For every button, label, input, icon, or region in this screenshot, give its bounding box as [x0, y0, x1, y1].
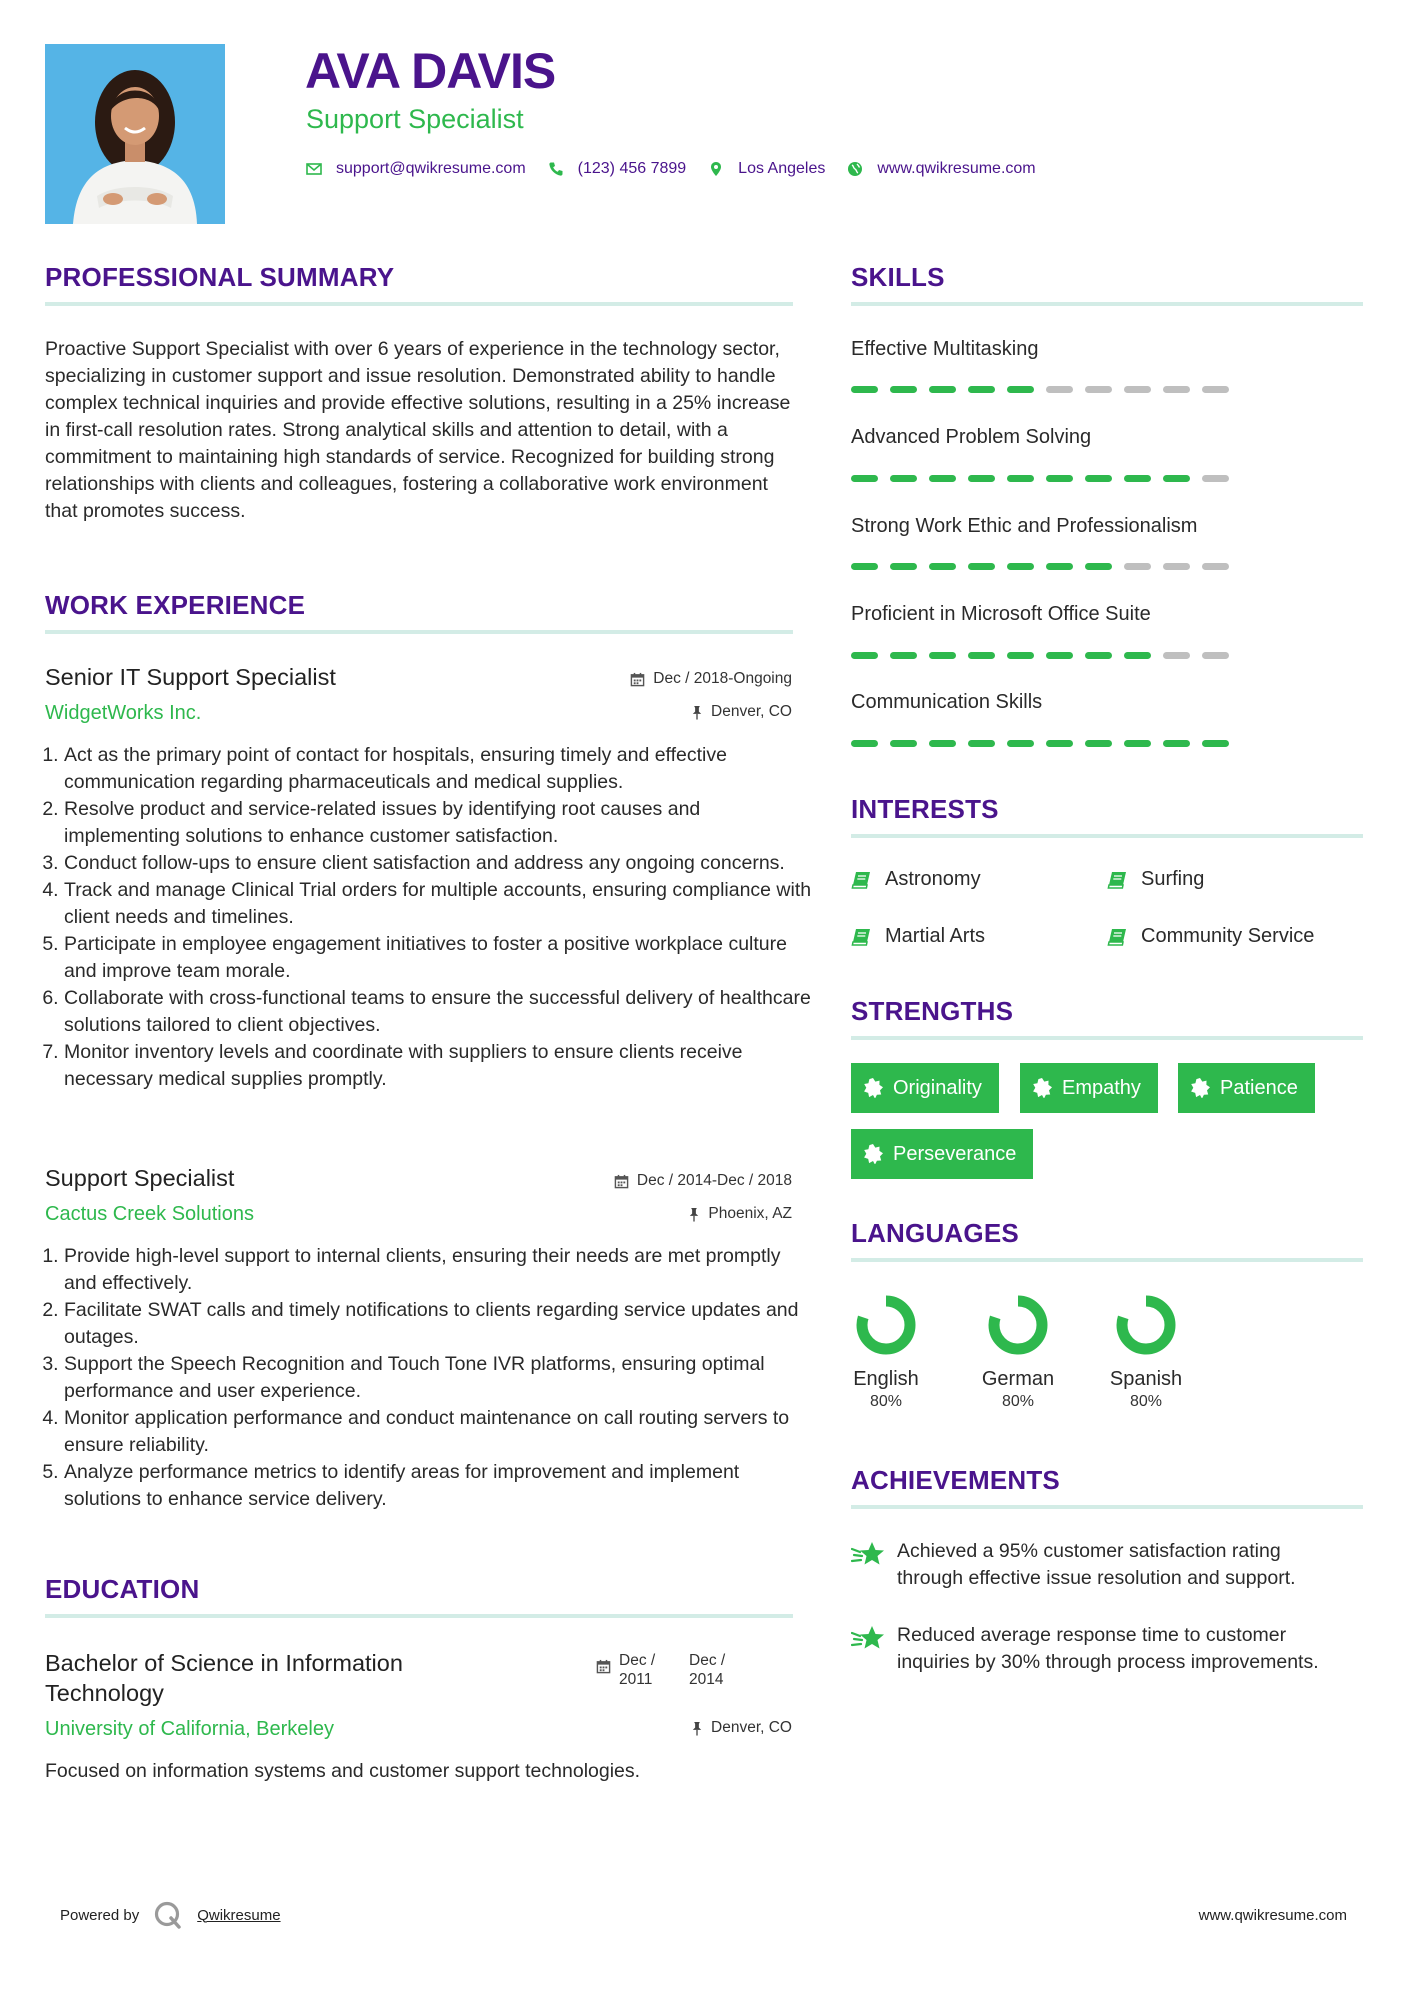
achievement-line: inquiries by 30% through process improvements. — [897, 1651, 1319, 1673]
skill-dot — [851, 652, 878, 659]
footer-website[interactable]: www.qwikresume.com — [1198, 1907, 1347, 1924]
list-item: 6. Collaborate with cross-functional teams to ensure the successful delivery of healthcare solutions tailored to client objectives. — [64, 985, 812, 1039]
education-start-year: 2011 — [619, 1671, 653, 1688]
education-location — [691, 1719, 792, 1737]
skill-dot — [1202, 386, 1229, 393]
skill-rating — [851, 652, 1241, 659]
skill-name: Strong Work Ethic and Professionalism — [851, 515, 1198, 537]
skill-rating — [851, 740, 1241, 747]
contact-phone[interactable]: (123) 456 7899 — [577, 160, 687, 177]
skill-dot — [1124, 652, 1151, 659]
interest-item — [851, 868, 981, 891]
strength-label: Perseverance — [893, 1142, 1017, 1165]
degree-title-line: Technology — [45, 1680, 164, 1706]
language-item — [841, 1293, 931, 1411]
skill-dot — [968, 475, 995, 482]
footer-powered-by — [60, 1900, 281, 1930]
skill-dot — [1163, 740, 1190, 747]
skill-dot — [968, 563, 995, 570]
job-date-text: Dec / 2018-Ongoing — [653, 670, 792, 687]
skill-dot — [1085, 386, 1112, 393]
language-level: 80% — [1001, 1393, 1035, 1410]
list-item: 3. Conduct follow-ups to ensure client satisfaction and address any ongoing concerns. — [64, 850, 812, 877]
book-icon — [851, 871, 871, 889]
book-icon — [1107, 871, 1127, 889]
list-item: 4. Track and manage Clinical Trial orders for multiple accounts, ensuring compliance with client needs and timelines. — [64, 877, 812, 931]
phone-icon — [548, 161, 564, 177]
achievement-text — [897, 1622, 1319, 1676]
list-item: 5. Participate in employee engagement initiatives to foster a positive workplace culture and improve team morale. — [64, 931, 812, 985]
pushpin-icon — [691, 1721, 703, 1736]
skill-dot — [1124, 740, 1151, 747]
book-icon — [851, 928, 871, 946]
job-title: Support Specialist — [45, 1165, 235, 1191]
job-responsibilities — [45, 742, 812, 1093]
achievement-line: Reduced average response time to customer — [897, 1624, 1287, 1646]
skill-rating — [851, 563, 1241, 570]
calendar-icon — [614, 1174, 629, 1189]
language-name: Spanish — [1109, 1368, 1183, 1390]
experience-divider — [45, 630, 793, 634]
skill-dot — [929, 652, 956, 659]
skill-dot — [1046, 740, 1073, 747]
list-item: 2. Facilitate SWAT calls and timely notifications to clients regarding service updates and outages. — [64, 1297, 812, 1351]
contact-location: Los Angeles — [738, 160, 826, 177]
book-icon — [1107, 928, 1127, 946]
skill-dot — [1046, 475, 1073, 482]
language-progress-ring — [1114, 1293, 1178, 1357]
skill-dot — [1046, 563, 1073, 570]
skill-dot — [1085, 563, 1112, 570]
education-dates — [596, 1651, 725, 1689]
skill-dot — [1007, 652, 1034, 659]
skill-dot — [929, 475, 956, 482]
skill-dot — [1124, 386, 1151, 393]
company-name: Cactus Creek Solutions — [45, 1203, 254, 1225]
summary-text: Proactive Support Specialist with over 6 years of experience in the technology sector, specializing in customer support and issue resolution. Demonstrated ability to handle complex technical inquiries and provide effective solutions, resulting in a 25% increase in first-call resolution rates. Strong analytical skills and attention to detail, with a commitment to maintaining high standards of service. Recognized for building strong relationships with clients and colleagues, fostering a collaborative work environment that promotes success. — [45, 338, 791, 522]
interests-heading: INTERESTS — [851, 794, 999, 824]
skill-dot — [851, 475, 878, 482]
job-title: Senior IT Support Specialist — [45, 664, 336, 690]
skill-dot — [1007, 563, 1034, 570]
job-location-text: Phoenix, AZ — [708, 1205, 792, 1222]
strength-chip — [851, 1063, 999, 1113]
job-date-text: Dec / 2014-Dec / 2018 — [636, 1172, 792, 1189]
map-pin-icon — [708, 161, 724, 177]
strength-label: Empathy — [1062, 1076, 1141, 1099]
languages-divider — [851, 1258, 1363, 1262]
skill-dot — [929, 386, 956, 393]
candidate-title: Support Specialist — [306, 104, 524, 134]
summary-heading: PROFESSIONAL SUMMARY — [45, 262, 395, 292]
language-name: English — [853, 1368, 919, 1390]
skill-dot — [1007, 475, 1034, 482]
list-item: 2. Resolve product and service-related issues by identifying root causes and implementing solutions to enhance customer satisfaction. — [64, 796, 812, 850]
skill-dot — [890, 386, 917, 393]
education-divider — [45, 1614, 793, 1618]
badge-icon — [863, 1144, 883, 1164]
skill-dot — [890, 740, 917, 747]
skill-dot — [929, 740, 956, 747]
skill-dot — [851, 563, 878, 570]
achievement-text — [897, 1538, 1296, 1592]
skill-dot — [968, 386, 995, 393]
list-item: 5. Analyze performance metrics to identify areas for improvement and implement solutions to enhance service delivery. — [64, 1459, 812, 1513]
skill-rating — [851, 475, 1241, 482]
skills-divider — [851, 302, 1363, 306]
language-progress-ring — [986, 1293, 1050, 1357]
skills-heading: SKILLS — [851, 262, 945, 292]
experience-heading: WORK EXPERIENCE — [45, 590, 306, 620]
skill-dot — [1163, 652, 1190, 659]
contact-bar — [306, 158, 1058, 180]
education-end-year: 2014 — [689, 1671, 724, 1688]
profile-photo-illustration — [45, 44, 225, 224]
language-name: German — [981, 1368, 1055, 1390]
skill-dot — [1124, 563, 1151, 570]
achievements-divider — [851, 1505, 1363, 1509]
strength-chip — [1178, 1063, 1315, 1113]
language-item — [1101, 1293, 1191, 1411]
job-location — [691, 703, 792, 721]
skill-dot — [1163, 386, 1190, 393]
job-responsibilities — [45, 1243, 812, 1513]
achievements-heading: ACHIEVEMENTS — [851, 1465, 1060, 1495]
skill-dot — [1085, 652, 1112, 659]
education-end — [689, 1651, 725, 1689]
interests-divider — [851, 834, 1363, 838]
contact-email[interactable]: support@qwikresume.com — [336, 160, 526, 177]
list-item: 1. Act as the primary point of contact for hospitals, ensuring timely and effective communication regarding pharmaceuticals and medical supplies. — [64, 742, 812, 796]
education-end-month: Dec / — [689, 1652, 726, 1669]
list-item: 3. Support the Speech Recognition and Touch Tone IVR platforms, ensuring optimal performance and user experience. — [64, 1351, 812, 1405]
degree-title — [45, 1648, 565, 1708]
badge-icon — [863, 1078, 883, 1098]
shooting-star-icon — [851, 1540, 885, 1568]
skill-dot — [1124, 475, 1151, 482]
interest-item — [1107, 868, 1204, 891]
skill-dot — [1085, 475, 1112, 482]
skill-dot — [1046, 386, 1073, 393]
interest-label: Astronomy — [885, 868, 981, 890]
globe-icon — [847, 161, 863, 177]
job-date — [630, 670, 792, 688]
education-start-month: Dec / — [619, 1652, 656, 1669]
pushpin-icon — [691, 705, 703, 720]
school-name: University of California, Berkeley — [45, 1718, 334, 1740]
skill-name: Proficient in Microsoft Office Suite — [851, 603, 1151, 625]
language-item — [973, 1293, 1063, 1411]
languages-heading: LANGUAGES — [851, 1218, 1019, 1248]
skill-rating — [851, 386, 1241, 393]
list-item: 1. Provide high-level support to internal clients, ensuring their needs are met promptly and effectively. — [64, 1243, 812, 1297]
skill-dot — [1202, 740, 1229, 747]
strength-label: Originality — [893, 1076, 982, 1099]
skill-dot — [1202, 652, 1229, 659]
skill-dot — [1085, 740, 1112, 747]
badge-icon — [1190, 1078, 1210, 1098]
profile-photo — [45, 44, 225, 224]
education-heading: EDUCATION — [45, 1574, 200, 1604]
strength-chip — [851, 1129, 1033, 1179]
job-date — [614, 1172, 792, 1190]
interest-item — [851, 925, 985, 948]
achievement-line: through effective issue resolution and support. — [897, 1567, 1296, 1589]
job-location-text: Denver, CO — [711, 703, 792, 720]
skill-dot — [890, 475, 917, 482]
skill-dot — [929, 563, 956, 570]
envelope-icon — [306, 161, 322, 177]
calendar-icon — [630, 672, 645, 687]
strength-chip — [1020, 1063, 1158, 1113]
skill-dot — [1007, 740, 1034, 747]
skill-dot — [1202, 563, 1229, 570]
summary-divider — [45, 302, 793, 306]
achievement-line: Achieved a 95% customer satisfaction rating — [897, 1540, 1281, 1562]
skill-dot — [1163, 563, 1190, 570]
badge-icon — [1032, 1078, 1052, 1098]
job-location — [688, 1205, 792, 1223]
skill-dot — [890, 563, 917, 570]
skill-dot — [1163, 475, 1190, 482]
strengths-heading: STRENGTHS — [851, 996, 1014, 1026]
powered-by-label: Powered by — [60, 1906, 140, 1924]
strengths-divider — [851, 1036, 1363, 1040]
skill-name: Communication Skills — [851, 691, 1043, 713]
skill-name: Effective Multitasking — [851, 338, 1039, 360]
skill-dot — [968, 652, 995, 659]
skill-dot — [968, 740, 995, 747]
list-item: 4. Monitor application performance and conduct maintenance on call routing servers to ensure reliability. — [64, 1405, 812, 1459]
contact-website[interactable]: www.qwikresume.com — [877, 160, 1036, 177]
language-level: 80% — [869, 1393, 903, 1410]
interest-label: Martial Arts — [885, 925, 986, 947]
degree-title-line: Bachelor of Science in Information — [45, 1650, 403, 1676]
pushpin-icon — [688, 1207, 700, 1222]
skill-name: Advanced Problem Solving — [851, 426, 1092, 448]
list-item: 7. Monitor inventory levels and coordinate with suppliers to ensure clients receive necessary medical supplies promptly. — [64, 1039, 812, 1093]
qwikresume-link[interactable]: Qwikresume — [197, 1906, 281, 1924]
skill-dot — [851, 386, 878, 393]
strength-label: Patience — [1220, 1076, 1298, 1099]
education-location-text: Denver, CO — [711, 1719, 792, 1736]
qwikresume-logo-icon — [153, 1900, 183, 1930]
language-level: 80% — [1129, 1393, 1163, 1410]
calendar-icon — [596, 1659, 611, 1674]
skill-dot — [890, 652, 917, 659]
language-progress-ring — [854, 1293, 918, 1357]
education-start — [619, 1651, 689, 1689]
interest-label: Surfing — [1141, 868, 1205, 890]
skill-dot — [1046, 652, 1073, 659]
candidate-name: AVA DAVIS — [305, 43, 556, 99]
achievement-item — [851, 1622, 1319, 1676]
shooting-star-icon — [851, 1624, 885, 1652]
skill-dot — [1007, 386, 1034, 393]
achievement-item — [851, 1538, 1296, 1592]
education-description: Focused on information systems and customer support technologies. — [45, 1760, 641, 1782]
skill-dot — [851, 740, 878, 747]
interest-item — [1107, 925, 1314, 948]
skill-dot — [1202, 475, 1229, 482]
company-name: WidgetWorks Inc. — [45, 702, 202, 724]
interest-label: Community Service — [1141, 925, 1315, 947]
